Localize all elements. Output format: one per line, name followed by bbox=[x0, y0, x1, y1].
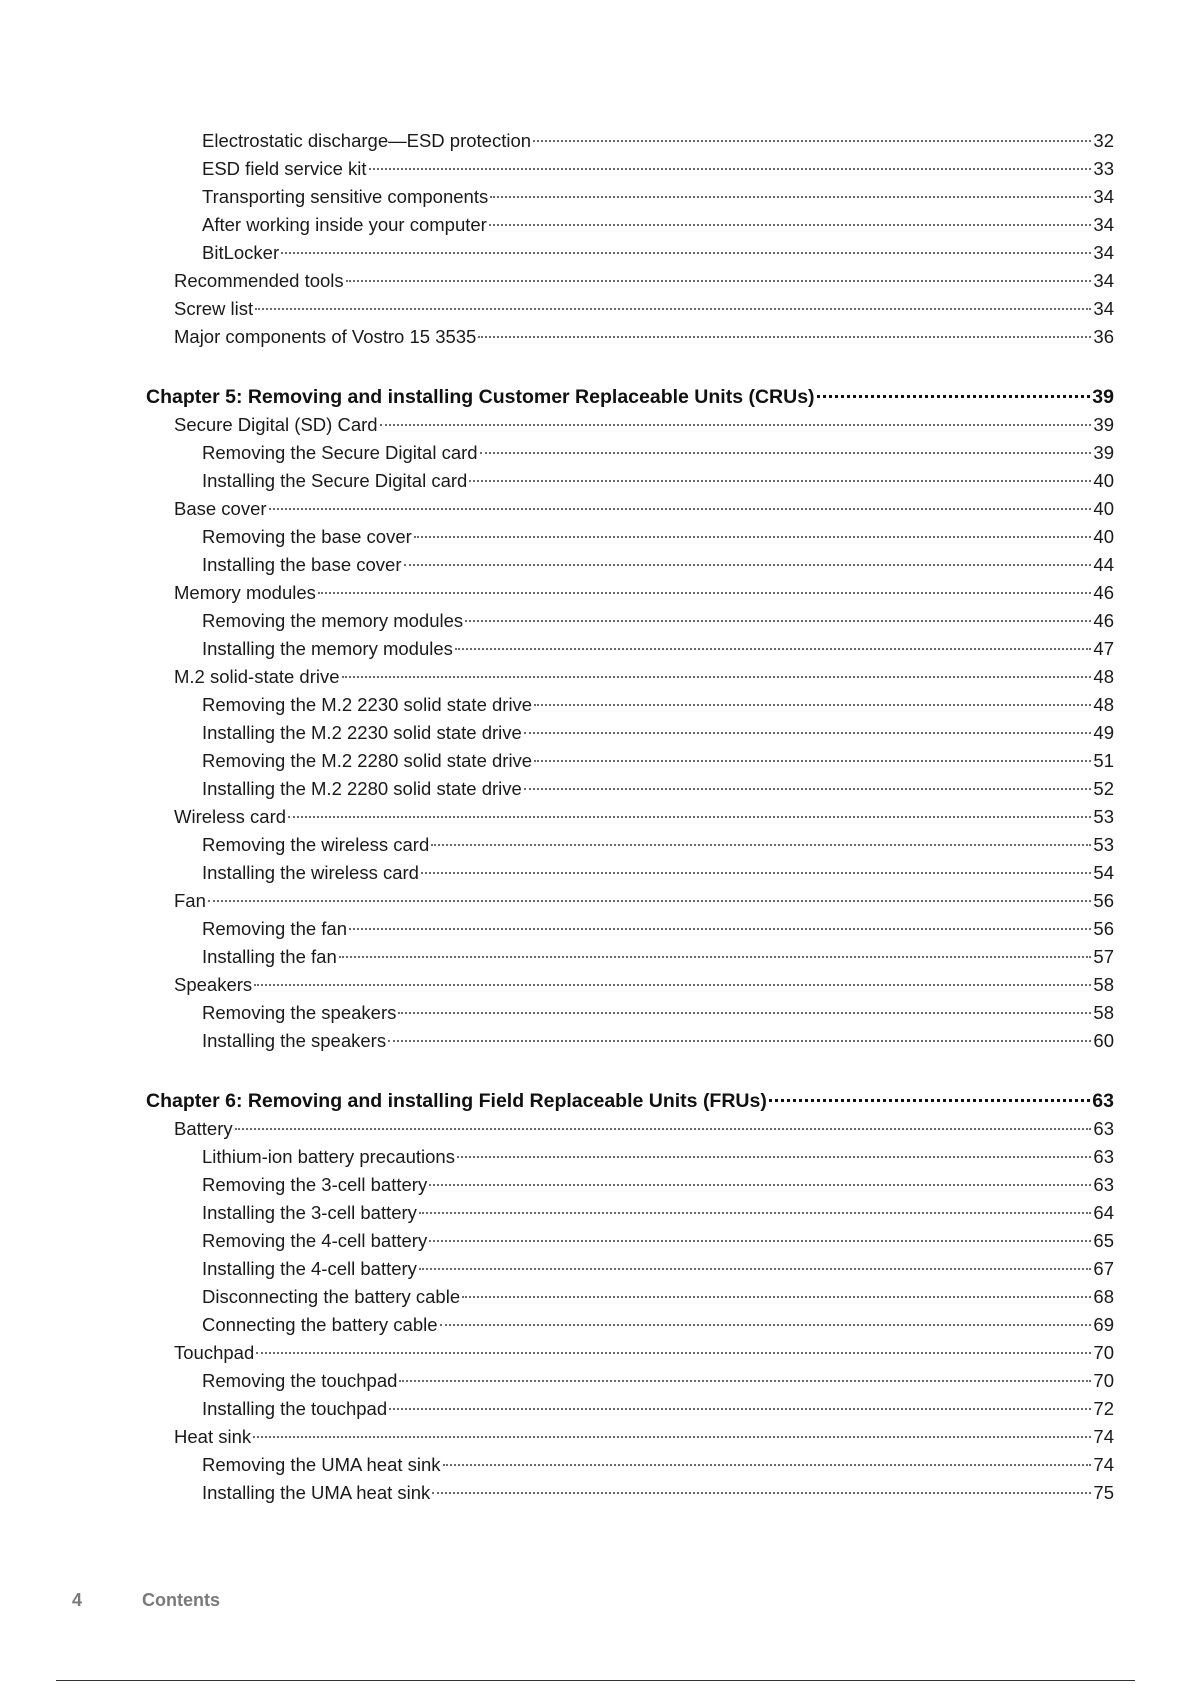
toc-entry-page: 54 bbox=[1093, 862, 1114, 883]
dot-leader bbox=[429, 1240, 1091, 1242]
toc-entry-page: 49 bbox=[1093, 722, 1114, 743]
toc-entry-title: BitLocker bbox=[202, 242, 280, 263]
toc-entry-page: 34 bbox=[1093, 298, 1114, 319]
toc-entry[interactable] bbox=[146, 267, 1114, 295]
toc-entry-title: Installing the touchpad bbox=[202, 1398, 388, 1419]
toc-entry-title: M.2 solid-state drive bbox=[174, 666, 340, 687]
toc-entry-title: Chapter 5: Removing and installing Customer Replaceable Units (CRUs) bbox=[146, 386, 815, 408]
toc-entry[interactable] bbox=[146, 127, 1114, 155]
footer-section-title: Contents bbox=[142, 1590, 220, 1610]
dot-leader bbox=[534, 760, 1091, 762]
toc-entry[interactable] bbox=[146, 859, 1114, 887]
dot-leader bbox=[419, 1212, 1092, 1214]
toc-entry[interactable] bbox=[146, 579, 1114, 607]
dot-leader bbox=[431, 844, 1091, 846]
toc-entry[interactable] bbox=[146, 211, 1114, 239]
toc-entry-page: 44 bbox=[1093, 554, 1114, 575]
toc-entry[interactable] bbox=[146, 943, 1114, 971]
dot-leader bbox=[524, 788, 1092, 790]
toc-entry-title: Recommended tools bbox=[174, 270, 344, 291]
dot-leader bbox=[414, 536, 1092, 538]
toc-entry-title: Installing the speakers bbox=[202, 1030, 387, 1051]
dot-leader bbox=[469, 480, 1091, 482]
toc-entry-title: Wireless card bbox=[174, 806, 287, 827]
toc-entry-page: 53 bbox=[1093, 834, 1114, 855]
toc-entry[interactable] bbox=[146, 1283, 1114, 1311]
dot-leader bbox=[389, 1408, 1091, 1410]
dot-leader bbox=[432, 1492, 1091, 1494]
toc-entry-title: Installing the memory modules bbox=[202, 638, 453, 659]
dot-leader bbox=[380, 424, 1092, 426]
toc-entry-page: 60 bbox=[1093, 1030, 1114, 1051]
toc-entry-title: Major components of Vostro 15 3535 bbox=[174, 326, 477, 347]
toc-entry-page: 70 bbox=[1093, 1370, 1114, 1391]
toc-entry-title: Lithium-ion battery precautions bbox=[202, 1146, 455, 1167]
toc-entry[interactable] bbox=[146, 775, 1114, 803]
toc-entry-page: 48 bbox=[1093, 694, 1114, 715]
dot-leader bbox=[457, 1156, 1091, 1158]
toc-entry-page: 34 bbox=[1093, 186, 1114, 207]
toc-entry-page: 39 bbox=[1092, 386, 1114, 408]
toc-entry-title: Electrostatic discharge—ESD protection bbox=[202, 130, 532, 151]
toc-entry-page: 39 bbox=[1093, 442, 1114, 463]
dot-leader bbox=[489, 224, 1092, 226]
toc-entry-page: 74 bbox=[1093, 1426, 1114, 1447]
dot-leader bbox=[388, 1040, 1091, 1042]
toc-entry-title: Removing the fan bbox=[202, 918, 348, 939]
toc-entry-page: 34 bbox=[1093, 270, 1114, 291]
dot-leader bbox=[208, 900, 1092, 902]
toc-entry-title: Installing the wireless card bbox=[202, 862, 419, 883]
toc-entry[interactable] bbox=[146, 635, 1114, 663]
dot-leader bbox=[490, 196, 1091, 198]
dot-leader bbox=[346, 280, 1092, 282]
dot-leader bbox=[256, 1352, 1091, 1354]
toc-entry-page: 36 bbox=[1093, 326, 1114, 347]
toc-entry[interactable] bbox=[146, 1339, 1114, 1367]
toc-entry-page: 64 bbox=[1093, 1202, 1114, 1223]
chapter-spacer bbox=[146, 1055, 1114, 1087]
toc-entry-title: Secure Digital (SD) Card bbox=[174, 414, 378, 435]
toc-entry-page: 56 bbox=[1093, 890, 1114, 911]
toc-entry-title: Installing the Secure Digital card bbox=[202, 470, 468, 491]
dot-leader bbox=[253, 1436, 1091, 1438]
toc-entry-title: Touchpad bbox=[174, 1342, 255, 1363]
toc-entry-page: 68 bbox=[1093, 1286, 1114, 1307]
dot-leader bbox=[421, 872, 1091, 874]
toc-entry-title: Removing the speakers bbox=[202, 1002, 397, 1023]
table-of-contents bbox=[146, 127, 1114, 1507]
toc-entry[interactable] bbox=[146, 1227, 1114, 1255]
toc-entry-title: Removing the wireless card bbox=[202, 834, 430, 855]
toc-entry[interactable] bbox=[146, 467, 1114, 495]
toc-entry-title: Removing the base cover bbox=[202, 526, 412, 547]
toc-entry[interactable] bbox=[146, 747, 1114, 775]
dot-leader bbox=[281, 252, 1091, 254]
toc-entry-page: 48 bbox=[1093, 666, 1114, 687]
toc-entry[interactable] bbox=[146, 1115, 1114, 1143]
toc-entry-page: 52 bbox=[1093, 778, 1114, 799]
toc-entry-title: Removing the 4-cell battery bbox=[202, 1230, 428, 1251]
toc-entry-page: 58 bbox=[1093, 974, 1114, 995]
toc-entry-title: Fan bbox=[174, 890, 206, 911]
toc-entry-title: Connecting the battery cable bbox=[202, 1314, 438, 1335]
toc-entry[interactable] bbox=[146, 439, 1114, 467]
toc-entry-page: 67 bbox=[1093, 1258, 1114, 1279]
toc-entry-title: Removing the M.2 2280 solid state drive bbox=[202, 750, 533, 771]
toc-entry-title: Base cover bbox=[174, 498, 267, 519]
toc-entry-page: 40 bbox=[1093, 498, 1114, 519]
toc-entry-title: Installing the M.2 2230 solid state drive bbox=[202, 722, 522, 743]
toc-entry-title: Installing the 3-cell battery bbox=[202, 1202, 417, 1223]
toc-entry-title: ESD field service kit bbox=[202, 158, 367, 179]
toc-entry[interactable] bbox=[146, 915, 1114, 943]
toc-entry-page: 65 bbox=[1093, 1230, 1114, 1251]
toc-entry-page: 72 bbox=[1093, 1398, 1114, 1419]
dot-leader bbox=[342, 676, 1092, 678]
toc-entry-page: 57 bbox=[1093, 946, 1114, 967]
dot-leader bbox=[480, 452, 1092, 454]
toc-entry[interactable] bbox=[146, 411, 1114, 439]
toc-chapter-entry[interactable] bbox=[146, 383, 1114, 411]
toc-entry-title: Installing the 4-cell battery bbox=[202, 1258, 417, 1279]
toc-entry-title: Installing the UMA heat sink bbox=[202, 1482, 431, 1503]
toc-entry-page: 53 bbox=[1093, 806, 1114, 827]
toc-entry[interactable] bbox=[146, 155, 1114, 183]
dot-leader bbox=[443, 1464, 1092, 1466]
toc-entry-title: Installing the base cover bbox=[202, 554, 402, 575]
dot-leader bbox=[419, 1268, 1092, 1270]
toc-entry-page: 69 bbox=[1093, 1314, 1114, 1335]
dot-leader bbox=[429, 1184, 1091, 1186]
dot-leader bbox=[462, 1296, 1091, 1298]
toc-entry-page: 32 bbox=[1093, 130, 1114, 151]
toc-entry-page: 34 bbox=[1093, 214, 1114, 235]
toc-entry-page: 40 bbox=[1093, 526, 1114, 547]
toc-entry[interactable] bbox=[146, 239, 1114, 267]
toc-entry[interactable] bbox=[146, 719, 1114, 747]
toc-entry-title: Removing the 3-cell battery bbox=[202, 1174, 428, 1195]
toc-entry-title: Removing the memory modules bbox=[202, 610, 464, 631]
toc-entry-title: After working inside your computer bbox=[202, 214, 487, 235]
dot-leader bbox=[524, 732, 1092, 734]
toc-entry[interactable] bbox=[146, 971, 1114, 999]
toc-entry-title: Chapter 6: Removing and installing Field Replaceable Units (FRUs) bbox=[146, 1090, 767, 1112]
toc-entry[interactable] bbox=[146, 1143, 1114, 1171]
toc-entry-page: 74 bbox=[1093, 1454, 1114, 1475]
toc-entry-page: 63 bbox=[1092, 1090, 1114, 1112]
toc-entry-title: Removing the Secure Digital card bbox=[202, 442, 478, 463]
toc-entry[interactable] bbox=[146, 663, 1114, 691]
toc-entry[interactable] bbox=[146, 999, 1114, 1027]
toc-entry[interactable] bbox=[146, 803, 1114, 831]
toc-entry-page: 63 bbox=[1093, 1146, 1114, 1167]
toc-entry[interactable] bbox=[146, 1171, 1114, 1199]
toc-entry[interactable] bbox=[146, 323, 1114, 351]
toc-entry[interactable] bbox=[146, 1255, 1114, 1283]
toc-entry[interactable] bbox=[146, 1199, 1114, 1227]
toc-entry[interactable] bbox=[146, 831, 1114, 859]
toc-entry[interactable] bbox=[146, 183, 1114, 211]
toc-entry-page: 51 bbox=[1093, 750, 1114, 771]
page-footer bbox=[72, 1590, 220, 1611]
toc-entry[interactable] bbox=[146, 1395, 1114, 1423]
toc-chapter-entry[interactable] bbox=[146, 1087, 1114, 1115]
dot-leader bbox=[399, 1380, 1091, 1382]
toc-entry-page: 75 bbox=[1093, 1482, 1114, 1503]
toc-entry-page: 34 bbox=[1093, 242, 1114, 263]
dot-leader bbox=[255, 308, 1091, 310]
toc-entry[interactable] bbox=[146, 1367, 1114, 1395]
toc-entry-title: Transporting sensitive components bbox=[202, 186, 489, 207]
toc-entry-page: 46 bbox=[1093, 582, 1114, 603]
dot-leader bbox=[440, 1324, 1092, 1326]
toc-entry[interactable] bbox=[146, 495, 1114, 523]
toc-entry[interactable] bbox=[146, 887, 1114, 915]
toc-entry-title: Disconnecting the battery cable bbox=[202, 1286, 461, 1307]
toc-entry[interactable] bbox=[146, 1451, 1114, 1479]
toc-entry-title: Removing the M.2 2230 solid state drive bbox=[202, 694, 533, 715]
toc-entry[interactable] bbox=[146, 295, 1114, 323]
dot-leader bbox=[404, 564, 1092, 566]
dot-leader bbox=[318, 592, 1092, 594]
dot-leader bbox=[817, 395, 1091, 398]
toc-entry-title: Heat sink bbox=[174, 1426, 252, 1447]
toc-entry-page: 40 bbox=[1093, 470, 1114, 491]
toc-entry[interactable] bbox=[146, 691, 1114, 719]
dot-leader bbox=[398, 1012, 1091, 1014]
toc-entry-page: 33 bbox=[1093, 158, 1114, 179]
dot-leader bbox=[465, 620, 1091, 622]
toc-entry[interactable] bbox=[146, 551, 1114, 579]
toc-entry-page: 56 bbox=[1093, 918, 1114, 939]
toc-entry[interactable] bbox=[146, 1311, 1114, 1339]
toc-entry[interactable] bbox=[146, 1027, 1114, 1055]
toc-entry-page: 63 bbox=[1093, 1174, 1114, 1195]
toc-entry-title: Removing the touchpad bbox=[202, 1370, 398, 1391]
dot-leader bbox=[769, 1099, 1090, 1102]
dot-leader bbox=[235, 1128, 1092, 1130]
dot-leader bbox=[269, 508, 1092, 510]
toc-entry-title: Speakers bbox=[174, 974, 253, 995]
dot-leader bbox=[534, 704, 1091, 706]
toc-entry-title: Installing the M.2 2280 solid state drive bbox=[202, 778, 522, 799]
toc-entry-title: Screw list bbox=[174, 298, 254, 319]
dot-leader bbox=[288, 816, 1091, 818]
toc-entry-title: Battery bbox=[174, 1118, 233, 1139]
toc-entry[interactable] bbox=[146, 523, 1114, 551]
dot-leader bbox=[369, 168, 1092, 170]
dot-leader bbox=[339, 956, 1092, 958]
dot-leader bbox=[455, 648, 1092, 650]
toc-entry-page: 39 bbox=[1093, 414, 1114, 435]
bottom-divider bbox=[56, 1680, 1135, 1681]
dot-leader bbox=[533, 140, 1091, 142]
dot-leader bbox=[478, 336, 1091, 338]
toc-entry[interactable] bbox=[146, 1479, 1114, 1507]
toc-entry-page: 58 bbox=[1093, 1002, 1114, 1023]
toc-entry-title: Removing the UMA heat sink bbox=[202, 1454, 441, 1475]
toc-entry-title: Installing the fan bbox=[202, 946, 337, 967]
toc-entry-page: 47 bbox=[1093, 638, 1114, 659]
toc-entry-page: 63 bbox=[1093, 1118, 1114, 1139]
footer-page-number: 4 bbox=[72, 1590, 83, 1610]
toc-entry-page: 46 bbox=[1093, 610, 1114, 631]
toc-entry[interactable] bbox=[146, 607, 1114, 635]
dot-leader bbox=[254, 984, 1091, 986]
toc-entry[interactable] bbox=[146, 1423, 1114, 1451]
toc-entry-title: Memory modules bbox=[174, 582, 316, 603]
chapter-spacer bbox=[146, 351, 1114, 383]
toc-entry-page: 70 bbox=[1093, 1342, 1114, 1363]
dot-leader bbox=[349, 928, 1091, 930]
